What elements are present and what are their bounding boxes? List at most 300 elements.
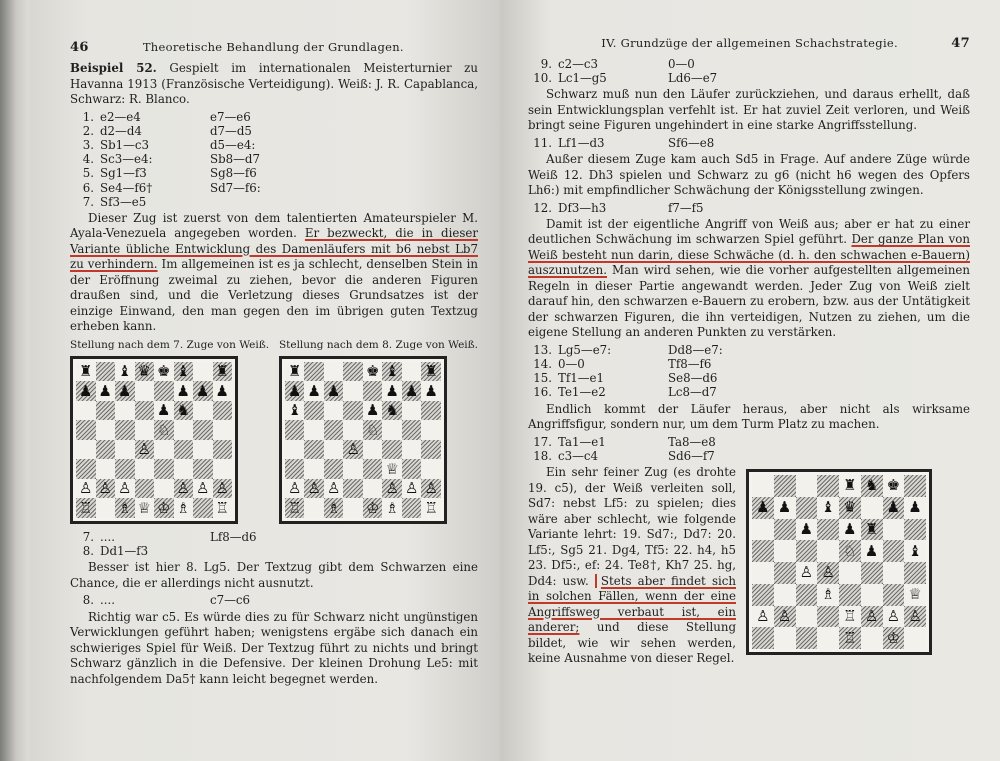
para-text: Ein sehr feiner Zug (es drohte 19. c5), der Weiß verleiten soll, Sd7: nebst Lf5: zu spielen; dies wäre aber schlecht, wie folgende Variante lehrt: 19. Sd7:, Dd7: 20. Lf5:, Sg5 21. Dg4, Tf5: 22. h4, h5 23. Df5:, ef: 24. Te8†, Kh7 25. hg, Dd4: usw.: [528, 465, 736, 588]
board-square: [96, 420, 116, 440]
board-square: [213, 479, 233, 499]
black-pawn-icon: ♟: [424, 381, 438, 400]
black-pawn-icon: ♟: [215, 381, 229, 400]
white-move: Te1—e2: [558, 385, 606, 400]
board-square: [774, 562, 796, 584]
white-move: Ta1—e1: [558, 434, 606, 449]
black-pawn-icon: ♟: [908, 498, 922, 517]
board-square: [421, 459, 441, 479]
white-rook-icon: ♖: [215, 498, 229, 517]
black-move: Sd6—f7: [668, 448, 715, 463]
board-square: [213, 420, 233, 440]
move-list-left-a: [70, 110, 478, 209]
white-pawn-icon: ♙: [346, 440, 360, 459]
white-queen-icon: ♕: [137, 498, 151, 517]
black-move: Ta8—e8: [668, 434, 716, 449]
board-square: [343, 362, 363, 382]
board-square: [752, 497, 774, 519]
board-square: [752, 627, 774, 649]
board-square: [421, 440, 441, 460]
white-knight-icon: ♘: [843, 541, 857, 560]
move-list-right-d: [528, 343, 970, 400]
left-page: [30, 0, 500, 761]
board-square: [154, 459, 174, 479]
board-square: [861, 584, 883, 606]
board-square: [285, 362, 305, 382]
move-row: [528, 136, 970, 150]
white-pawn-icon: ♙: [326, 479, 341, 498]
board-square: [285, 479, 305, 499]
board-square: [402, 381, 422, 401]
white-pawn-icon: ♙: [137, 440, 151, 459]
board-square: [285, 498, 305, 518]
board-square: [796, 562, 818, 584]
diagram-caption-2: Stellung nach dem 8. Zuge von Weiß.: [278, 338, 478, 351]
move-row: [528, 435, 970, 449]
board-square: [96, 440, 116, 460]
white-bishop-icon: ♗: [176, 498, 190, 517]
board-square: [115, 401, 135, 421]
move-row: [70, 593, 478, 607]
black-pawn-icon: ♟: [404, 381, 419, 400]
board-square: [285, 401, 305, 421]
board-square: [96, 362, 116, 382]
black-move: [210, 544, 320, 558]
board-square: [304, 401, 324, 421]
board-square: [154, 440, 174, 460]
board-square: [796, 584, 818, 606]
move-number: 8.: [82, 593, 94, 608]
black-pawn-icon: ♟: [799, 519, 814, 538]
board-square: [839, 584, 861, 606]
board-square: [154, 479, 174, 499]
black-move: d7—d5: [210, 123, 252, 138]
board-square: [76, 459, 96, 479]
board-square: [382, 362, 402, 382]
board-square: [904, 627, 926, 649]
board-square: [285, 440, 305, 460]
black-bishop-icon: ♝: [908, 541, 922, 560]
board-square: [817, 584, 839, 606]
board-square: [304, 459, 324, 479]
move-row: [70, 181, 478, 195]
white-bishop-icon: ♗: [118, 498, 132, 517]
paragraph-right-3: [528, 217, 970, 341]
board-square: [115, 420, 135, 440]
white-pawn-icon: ♙: [756, 606, 770, 625]
board-square: [817, 606, 839, 628]
board-square: [193, 362, 213, 382]
black-knight-icon: ♞: [176, 401, 190, 420]
board-square: [421, 401, 441, 421]
board-square: [839, 562, 861, 584]
black-move: Dd8—e7:: [668, 342, 723, 357]
white-king-icon: ♔: [365, 498, 380, 517]
board-square: [382, 459, 402, 479]
black-pawn-icon: ♟: [843, 519, 857, 538]
para-text: Dieser Zug ist zuerst von dem talentierten Amateurspieler M. Ayala-Venezuela angegeben worden.: [70, 210, 478, 241]
board-square: [402, 362, 422, 382]
white-pawn-icon: ♙: [777, 606, 792, 625]
board-square: [402, 420, 422, 440]
board-square: [213, 498, 233, 518]
board-square: [752, 540, 774, 562]
board-square: [883, 519, 905, 541]
white-pawn-icon: ♙: [196, 479, 210, 498]
board-square: [861, 519, 883, 541]
board-square: [96, 479, 116, 499]
black-move: Sg8—f6: [210, 166, 257, 181]
move-number: 7.: [82, 194, 94, 209]
move-number: 14.: [533, 357, 552, 372]
board-square: [382, 381, 402, 401]
move-row: [528, 357, 970, 371]
black-king-icon: ♚: [886, 476, 901, 495]
move-number: 12.: [533, 200, 552, 215]
board-square: [304, 362, 324, 382]
board-square: [382, 401, 402, 421]
board-square: [363, 381, 383, 401]
white-move: Sf3—e5: [100, 194, 147, 209]
para-text: Damit ist der eigentliche Angriff von Weiß aus; aber er hat zu einer deutlichen Schwächung im schwarzen Spiel geführt.: [528, 216, 970, 247]
board-square: [324, 440, 344, 460]
white-move: Sb1—c3: [100, 137, 150, 152]
board-square: [839, 519, 861, 541]
board-square: [343, 440, 363, 460]
board-square: [774, 606, 796, 628]
board-square: [883, 497, 905, 519]
move-row: [528, 449, 970, 463]
board-square: [76, 381, 96, 401]
white-pawn-icon: ♙: [404, 479, 419, 498]
para-text: Im allgemeinen ist es ja schlecht, denselben Stein in der Eröffnung zweimal zu ziehen, bevor die anderen Figuren draußen sind, und die Verletzung dieses Grundsatzes ist der einzige Einwand, den man gegen den im übrigen guten Textzug erheben kann.: [70, 257, 478, 334]
board-square: [839, 606, 861, 628]
white-rook-icon: ♖: [79, 498, 93, 517]
board-square: [904, 606, 926, 628]
white-move: c2—c3: [558, 57, 599, 71]
board-square: [402, 440, 422, 460]
black-pawn-icon: ♟: [326, 381, 341, 400]
board-square: [796, 497, 818, 519]
move-number: 13.: [533, 342, 552, 357]
board-square: [796, 606, 818, 628]
right-header: [528, 36, 970, 51]
board-square: [324, 401, 344, 421]
board-square: [135, 440, 155, 460]
white-move: c3—c4: [558, 448, 599, 463]
board-square: [135, 362, 155, 382]
black-bishop-icon: ♝: [385, 362, 399, 381]
white-pawn-icon: ♙: [424, 479, 438, 498]
left-header: [70, 40, 478, 55]
board-square: [115, 381, 135, 401]
move-row: [528, 71, 970, 85]
white-pawn-icon: ♙: [307, 479, 321, 498]
diagram-pair: [70, 339, 478, 524]
white-king-icon: ♔: [157, 498, 171, 517]
board-square: [174, 440, 194, 460]
board-square: [817, 497, 839, 519]
board-square: [285, 459, 305, 479]
board-square: [796, 627, 818, 649]
white-move: ....: [100, 593, 115, 608]
move-number: 2.: [82, 123, 94, 138]
board-square: [213, 381, 233, 401]
board-square: [402, 401, 422, 421]
black-pawn-icon: ♟: [196, 381, 210, 400]
white-move: Lg5—e7:: [558, 342, 612, 357]
board-square: [817, 562, 839, 584]
black-move: Se8—d6: [668, 371, 718, 386]
board-square: [174, 362, 194, 382]
board-square: [154, 498, 174, 518]
board-square: [883, 584, 905, 606]
board-square: [154, 381, 174, 401]
board-square: [883, 627, 905, 649]
board-square: [883, 562, 905, 584]
move-number: 8.: [82, 544, 94, 559]
board-square: [796, 519, 818, 541]
paragraph-right-2: Außer diesem Zuge kam auch Sd5 in Frage. Auf andere Züge würde Weiß 12. Dh3 spielen und Schwarz zu g6 (nicht h6 wegen des Opfers Lh6:) mit empfindlicher Schwächung der Königsstellung zwingen.: [528, 152, 970, 198]
black-queen-icon: ♛: [843, 498, 857, 517]
white-pawn-icon: ♙: [385, 479, 399, 498]
diagram-1: [70, 339, 269, 524]
black-rook-icon: ♜: [287, 362, 302, 381]
white-move: Df3—h3: [558, 200, 607, 215]
board-square: [76, 498, 96, 518]
black-pawn-icon: ♟: [385, 381, 399, 400]
board-square: [774, 497, 796, 519]
board-square: [285, 381, 305, 401]
board-square: [796, 475, 818, 497]
board-square: [421, 498, 441, 518]
white-move: Sg1—f3: [100, 166, 147, 181]
move-list-left-b: [70, 530, 478, 558]
move-row: [70, 152, 478, 166]
board-square: [135, 459, 155, 479]
black-bishop-icon: ♝: [287, 401, 302, 420]
black-move: Sb8—d7: [210, 152, 260, 167]
black-pawn-icon: ♟: [886, 498, 901, 517]
board-square: [115, 479, 135, 499]
board-square: [193, 440, 213, 460]
board-square: [752, 606, 774, 628]
board-square: [817, 540, 839, 562]
black-move: d5—e4:: [210, 137, 256, 152]
white-pawn-icon: ♙: [908, 606, 922, 625]
board-square: [193, 401, 213, 421]
board-square: [883, 475, 905, 497]
board-square: [904, 519, 926, 541]
black-queen-icon: ♛: [137, 362, 151, 381]
board-square: [382, 479, 402, 499]
board-square: [839, 540, 861, 562]
board-square: [174, 479, 194, 499]
move-list-right-e: [528, 435, 970, 463]
paragraph-left-1: [70, 211, 478, 335]
black-bishop-icon: ♝: [821, 498, 835, 517]
move-row: [70, 138, 478, 152]
board-square: [324, 381, 344, 401]
board-square: [363, 401, 383, 421]
board-square: [324, 459, 344, 479]
move-number: 9.: [540, 57, 552, 71]
black-king-icon: ♚: [157, 362, 171, 381]
para-text: und diese Stellung bildet, wie wir sehen werden, keine Ausnahme von dieser Regel.: [528, 620, 736, 666]
black-rook-icon: ♜: [79, 362, 93, 381]
example-intro-text: Gespielt im internationalen Meisterturnier zu Havanna 1913 (Französische Verteidigung). Weiß: J. R. Capablanca, Schwarz: R. Blanco.: [70, 61, 478, 106]
move-number: 16.: [533, 385, 552, 400]
board-square: [363, 498, 383, 518]
black-pawn-icon: ♟: [287, 381, 302, 400]
para-text: Man wird sehen, wie die vorher aufgestellten allgemeinen Regeln in dieser Partie angewandt werden. Jeder Zug von Weiß zielt darauf hin, den schwarzen e-Bauern zu erobern, bzw. aus der Untätigkeit der schwarzen Figuren, die ihn verteidigen, Nutzen zu ziehen, um die eigene Stellung an anderen Punkten zu verstärken.: [528, 263, 970, 340]
move-number: 4.: [82, 152, 94, 167]
board-square: [174, 459, 194, 479]
board-square: [817, 627, 839, 649]
white-bishop-icon: ♗: [385, 498, 399, 517]
black-pawn-icon: ♟: [79, 381, 93, 400]
move-number: 17.: [533, 434, 552, 449]
board-square: [213, 440, 233, 460]
move-number: 1.: [82, 109, 94, 124]
board-square: [363, 459, 383, 479]
move-row: [528, 57, 970, 71]
board-square: [115, 498, 135, 518]
black-king-icon: ♚: [365, 362, 380, 381]
board-square: [193, 479, 213, 499]
move-row: [528, 201, 970, 215]
black-rook-icon: ♜: [843, 476, 857, 495]
board-square: [96, 459, 116, 479]
black-move: c7—c6: [210, 593, 251, 608]
black-move: Ld6—e7: [668, 71, 718, 86]
board-square: [883, 540, 905, 562]
white-move: Sc3—e4:: [100, 152, 153, 167]
board-square: [861, 540, 883, 562]
board-square: [135, 479, 155, 499]
board-square: [861, 562, 883, 584]
board-square: [904, 584, 926, 606]
move-list-right-b: [528, 136, 970, 150]
white-move: e2—e4: [100, 109, 141, 124]
black-rook-icon: ♜: [424, 362, 438, 381]
board-square: [382, 498, 402, 518]
paragraph-right-5: [528, 465, 736, 667]
white-rook-icon: ♖: [287, 498, 302, 517]
black-move: Sd7—f6:: [210, 180, 261, 195]
board-square: [135, 381, 155, 401]
white-queen-icon: ♕: [385, 459, 399, 478]
black-move: Lc8—d7: [668, 385, 717, 400]
board-square: [213, 362, 233, 382]
board-square: [752, 584, 774, 606]
black-pawn-icon: ♟: [118, 381, 132, 400]
board-square: [861, 606, 883, 628]
white-rook-icon: ♖: [424, 498, 438, 517]
board-square: [76, 440, 96, 460]
black-rook-icon: ♜: [215, 362, 229, 381]
move-number: 3.: [82, 137, 94, 152]
black-bishop-icon: ♝: [118, 362, 132, 381]
board-square: [96, 381, 116, 401]
white-pawn-icon: ♙: [821, 563, 835, 582]
board-square: [154, 401, 174, 421]
move-number: 10.: [533, 71, 552, 86]
board-square: [861, 497, 883, 519]
move-list-right-c: [528, 201, 970, 215]
white-pawn-icon: ♙: [799, 563, 814, 582]
board-square: [304, 440, 324, 460]
board-square: [402, 459, 422, 479]
white-move: Se4—f6†: [100, 180, 153, 195]
float-text: [528, 465, 736, 667]
underlined-text: Er bezweckt, die in dieser Variante übliche Entwicklung des Damenläufers mit b6 nebst Lb7 zu verhindern.: [70, 226, 478, 272]
move-number: 7.: [82, 529, 94, 544]
move-row: [528, 343, 970, 357]
move-number: 11.: [533, 135, 552, 150]
white-knight-icon: ♘: [157, 420, 171, 439]
board-square: [421, 479, 441, 499]
black-bishop-icon: ♝: [176, 362, 190, 381]
board-square: [304, 479, 324, 499]
example-label: Beispiel 52.: [70, 61, 157, 75]
board-square: [115, 440, 135, 460]
board-square: [304, 420, 324, 440]
board-square: [839, 497, 861, 519]
board-square: [213, 459, 233, 479]
white-move: d2—d4: [100, 123, 142, 138]
board-square: [382, 440, 402, 460]
board-square: [343, 420, 363, 440]
board-square: [324, 498, 344, 518]
white-pawn-icon: ♙: [864, 606, 879, 625]
move-row: [70, 544, 478, 558]
board-square: [382, 420, 402, 440]
white-move: ....: [100, 529, 115, 544]
paragraph-right-4: Endlich kommt der Läufer heraus, aber nicht als wirksame Angriffsfigur, sondern nur, um dem Turm Platz zu machen.: [528, 401, 970, 432]
white-move: 0—0: [558, 357, 585, 372]
white-queen-icon: ♕: [908, 585, 922, 604]
chess-board-3: [746, 469, 932, 655]
move-row: [70, 166, 478, 180]
white-rook-icon: ♖: [843, 628, 857, 647]
board-square: [402, 498, 422, 518]
board-square: [193, 381, 213, 401]
move-number: 6.: [82, 180, 94, 195]
board-square: [861, 475, 883, 497]
board-square: [135, 420, 155, 440]
black-move: Tf8—f6: [668, 357, 712, 372]
black-pawn-icon: ♟: [307, 381, 321, 400]
board-square: [174, 498, 194, 518]
black-move: [210, 195, 320, 209]
move-number: 5.: [82, 166, 94, 181]
board-square: [324, 479, 344, 499]
diagram-caption-1: Stellung nach dem 7. Zuge von Weiß.: [70, 338, 270, 351]
black-move: f7—f5: [668, 200, 704, 215]
example-intro: [70, 61, 478, 108]
board-square: [174, 401, 194, 421]
board-square: [193, 459, 213, 479]
white-king-icon: ♔: [886, 628, 901, 647]
board-square: [774, 519, 796, 541]
move-number: 18.: [533, 448, 552, 463]
board-square: [904, 562, 926, 584]
black-pawn-icon: ♟: [756, 498, 770, 517]
white-pawn-icon: ♙: [118, 479, 132, 498]
board-square: [839, 475, 861, 497]
board-square: [193, 498, 213, 518]
